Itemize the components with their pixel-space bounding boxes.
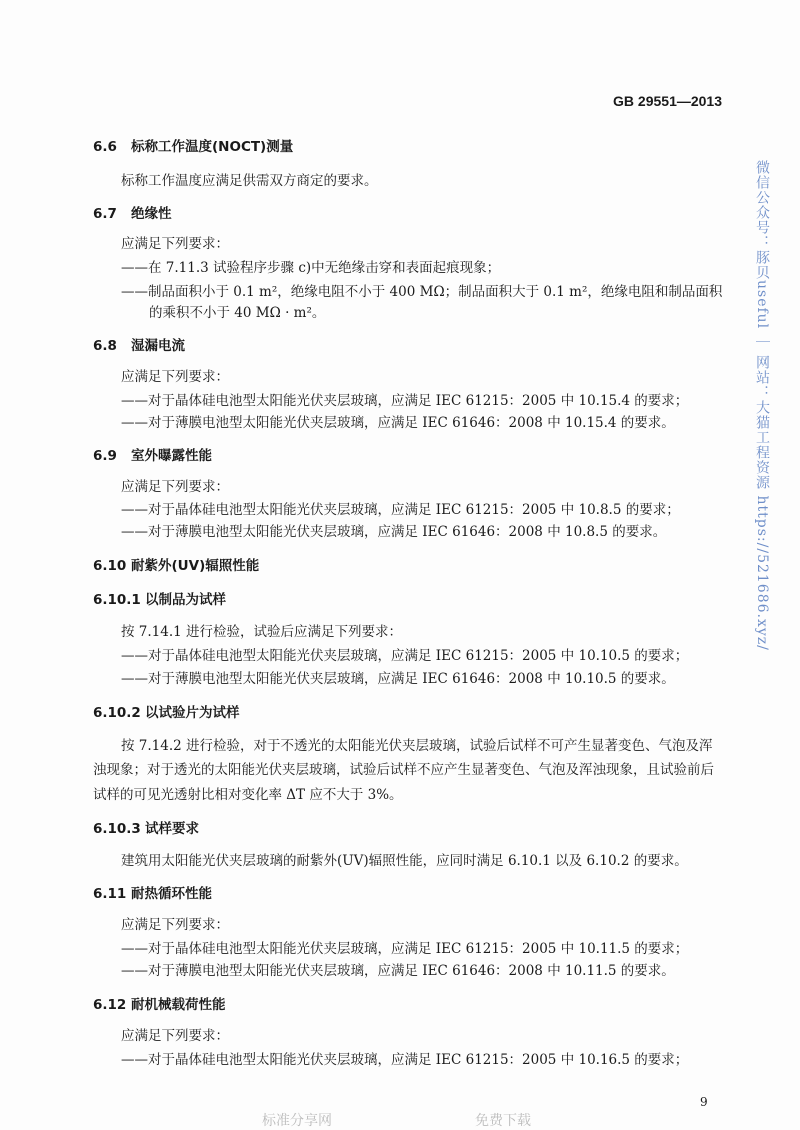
list-item: ——对于薄膜电池型太阳能光伏夹层玻璃，应满足 IEC 61646：2008 中 10.11.5 的要求。 bbox=[121, 963, 675, 979]
heading-6-7: 6.7 绝缘性 bbox=[93, 206, 172, 222]
list-item: ——对于晶体硅电池型太阳能光伏夹层玻璃，应满足 IEC 61215：2005 中 10.11.5 的要求； bbox=[121, 941, 689, 957]
list-item: ——对于薄膜电池型太阳能光伏夹层玻璃，应满足 IEC 61646：2008 中 10.8.5 的要求。 bbox=[121, 524, 667, 540]
heading-6-10-2: 6.10.2 以试验片为试样 bbox=[93, 705, 240, 721]
heading-6-6: 6.6 标称工作温度(NOCT)测量 bbox=[93, 139, 294, 155]
list-item: ——对于晶体硅电池型太阳能光伏夹层玻璃，应满足 IEC 61215：2005 中 10.15.4 的要求； bbox=[121, 393, 689, 409]
paragraph: 应满足下列要求： bbox=[121, 479, 229, 495]
paragraph: 应满足下列要求： bbox=[121, 917, 229, 933]
paragraph: 试样的可见光透射比相对变化率 ΔT 应不大于 3%。 bbox=[93, 787, 403, 803]
paragraph: 按 7.14.1 进行检验，试验后应满足下列要求： bbox=[121, 624, 403, 640]
list-item: ——对于晶体硅电池型太阳能光伏夹层玻璃，应满足 IEC 61215：2005 中 10.8.5 的要求； bbox=[121, 502, 680, 518]
paragraph: 应满足下列要求： bbox=[121, 369, 229, 385]
list-item: ——制品面积小于 0.1 m²，绝缘电阻不小于 400 MΩ；制品面积大于 0.1 m²，绝缘电阻和制品面积 bbox=[121, 284, 723, 300]
list-item: ——对于晶体硅电池型太阳能光伏夹层玻璃，应满足 IEC 61215：2005 中 10.10.5 的要求； bbox=[121, 648, 689, 664]
heading-6-12: 6.12 耐机械载荷性能 bbox=[93, 997, 226, 1013]
heading-6-10: 6.10 耐紫外(UV)辐照性能 bbox=[93, 558, 260, 574]
heading-6-11: 6.11 耐热循环性能 bbox=[93, 886, 212, 902]
paragraph: 浊现象；对于透光的太阳能光伏夹层玻璃，试验后试样不应产生显著变色、气泡及浑浊现象，且试验前后 bbox=[93, 762, 714, 778]
heading-6-10-3: 6.10.3 试样要求 bbox=[93, 821, 199, 837]
paragraph: 建筑用太阳能光伏夹层玻璃的耐紫外(UV)辐照性能，应同时满足 6.10.1 以及 6.10.2 的要求。 bbox=[121, 853, 688, 869]
watermark: 微信公众号：豚贝useful ｜ 网站：大猫工程资源 https://521686.xyz/ bbox=[754, 160, 770, 651]
standard-number: GB 29551—2013 bbox=[613, 93, 722, 109]
heading-6-8: 6.8 湿漏电流 bbox=[93, 338, 185, 354]
footer-download-link[interactable]: 免费下载 bbox=[475, 1113, 531, 1129]
list-item-continuation: 的乘积不小于 40 MΩ · m²。 bbox=[149, 305, 326, 321]
heading-6-9: 6.9 室外曝露性能 bbox=[93, 448, 212, 464]
paragraph: 应满足下列要求： bbox=[121, 236, 229, 252]
list-item: ——对于薄膜电池型太阳能光伏夹层玻璃，应满足 IEC 61646：2008 中 10.10.5 的要求。 bbox=[121, 671, 675, 687]
paragraph: 标称工作温度应满足供需双方商定的要求。 bbox=[121, 173, 378, 189]
list-item: ——对于薄膜电池型太阳能光伏夹层玻璃，应满足 IEC 61646：2008 中 10.15.4 的要求。 bbox=[121, 415, 675, 431]
paragraph: 应满足下列要求： bbox=[121, 1028, 229, 1044]
heading-6-10-1: 6.10.1 以制品为试样 bbox=[93, 592, 226, 608]
list-item: ——在 7.11.3 试验程序步骤 c)中无绝缘击穿和表面起痕现象； bbox=[121, 260, 501, 276]
footer-share-link[interactable]: 标准分享网 bbox=[262, 1113, 332, 1129]
page-number: 9 bbox=[700, 1095, 708, 1109]
paragraph: 按 7.14.2 进行检验，对于不透光的太阳能光伏夹层玻璃，试验后试样不可产生显著变色、气泡及浑 bbox=[121, 738, 713, 754]
list-item: ——对于晶体硅电池型太阳能光伏夹层玻璃，应满足 IEC 61215：2005 中 10.16.5 的要求； bbox=[121, 1052, 689, 1068]
